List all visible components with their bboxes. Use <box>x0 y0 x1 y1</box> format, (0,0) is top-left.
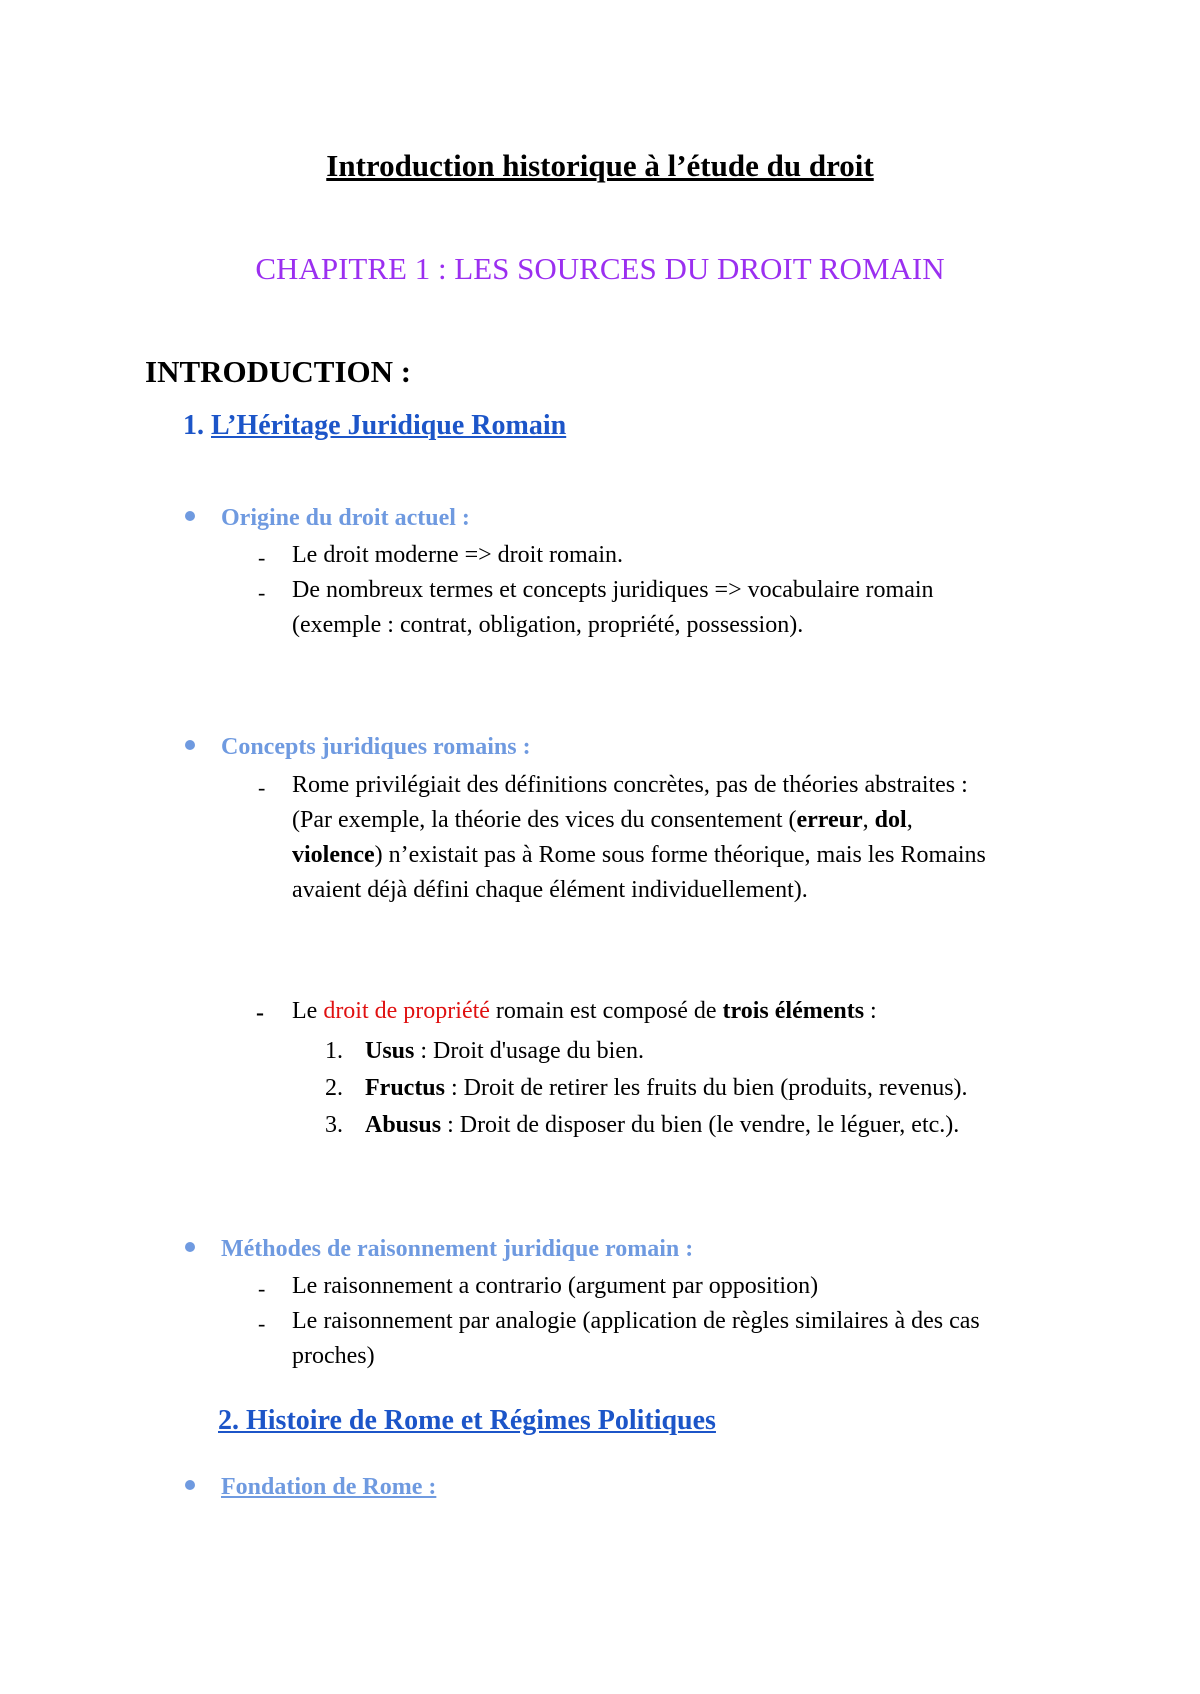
propriete-bold: trois éléments <box>722 998 865 1024</box>
numbered-item <box>325 1112 343 1139</box>
dash-marker: - <box>258 1276 266 1301</box>
dash-marker: - <box>258 775 266 800</box>
propriete-line <box>292 998 877 1025</box>
origine-item-2-line-2: (exemple : contrat, obligation, propriété, possession). <box>292 612 804 638</box>
methodes-item-1: Le raisonnement a contrario (argument par opposition) <box>292 1273 819 1299</box>
concepts-line-1: Rome privilégiait des définitions concrètes, pas de théories abstraites : <box>292 772 968 798</box>
bullet-methodes-label: Méthodes de raisonnement juridique romain : <box>221 1236 694 1262</box>
item-number: 1. <box>325 1038 343 1064</box>
dash-marker: - <box>258 545 266 570</box>
dash-marker: - <box>256 1000 264 1026</box>
term-desc: : Droit d'usage du bien. <box>414 1038 644 1064</box>
concepts-line-2-text: (Par exemple, la théorie des vices du consentement ( <box>292 807 797 833</box>
bullet-fondation-label[interactable]: Fondation de Rome : <box>221 1474 437 1500</box>
bullet-origine-label: Origine du droit actuel : <box>221 505 470 531</box>
term-dol: dol <box>874 807 907 833</box>
item-number: 2. <box>325 1075 343 1101</box>
numbered-item-text <box>365 1075 968 1102</box>
item-number: 3. <box>325 1112 343 1138</box>
bullet-concepts <box>185 734 531 761</box>
term-desc: : Droit de disposer du bien (le vendre, le léguer, etc.). <box>441 1112 960 1138</box>
term-desc: : Droit de retirer les fruits du bien (produits, revenus). <box>445 1075 968 1101</box>
term-erreur: erreur <box>796 807 863 833</box>
bullet-methodes <box>185 1236 693 1263</box>
term-fructus: Fructus <box>365 1075 445 1101</box>
chapter-heading: CHAPITRE 1 : LES SOURCES DU DROIT ROMAIN <box>255 251 945 286</box>
term-violence: violence <box>292 842 375 868</box>
bullet-dot-icon <box>185 740 195 750</box>
propriete-text: romain est composé de <box>489 998 723 1024</box>
numbered-item <box>325 1075 343 1102</box>
concepts-line-3 <box>292 842 986 869</box>
bullet-origine <box>185 505 470 532</box>
propriete-highlight: droit de propriété <box>323 998 490 1024</box>
dash-marker: - <box>258 580 266 605</box>
concepts-line-4: avaient déjà défini chaque élément individuellement). <box>292 877 808 903</box>
origine-item-2-line-1: De nombreux termes et concepts juridiques => vocabulaire romain <box>292 577 934 603</box>
numbered-item-text <box>365 1038 644 1065</box>
section-1-heading <box>183 410 566 442</box>
methodes-item-2-line-1: Le raisonnement par analogie (application de règles similaires à des cas <box>292 1308 980 1334</box>
term-abusus: Abusus <box>365 1112 442 1138</box>
section-1-title[interactable]: L’Héritage Juridique Romain <box>211 410 567 441</box>
bullet-fondation <box>185 1474 436 1501</box>
term-usus: Usus <box>365 1038 415 1064</box>
introduction-heading: INTRODUCTION : <box>145 354 412 389</box>
section-2-heading <box>218 1405 716 1437</box>
concepts-line-2 <box>292 807 913 834</box>
propriete-text: : <box>864 998 877 1024</box>
dash-marker: - <box>258 1311 266 1336</box>
numbered-item <box>325 1038 343 1065</box>
bullet-concepts-label: Concepts juridiques romains : <box>221 734 531 760</box>
origine-item-1: Le droit moderne => droit romain. <box>292 542 623 568</box>
separator: , <box>862 807 875 833</box>
concepts-line-3-text: ) n’existait pas à Rome sous forme théorique, mais les Romains <box>374 842 986 868</box>
document-title: Introduction historique à l’étude du droit <box>326 148 874 183</box>
section-1-number: 1. <box>183 410 204 441</box>
section-2-title[interactable]: 2. Histoire de Rome et Régimes Politiques <box>218 1405 716 1436</box>
numbered-item-text <box>365 1112 959 1139</box>
bullet-dot-icon <box>185 1480 195 1490</box>
bullet-dot-icon <box>185 511 195 521</box>
separator: , <box>906 807 913 833</box>
methodes-item-2-line-2: proches) <box>292 1343 375 1369</box>
bullet-dot-icon <box>185 1242 195 1252</box>
propriete-text: Le <box>292 998 324 1024</box>
